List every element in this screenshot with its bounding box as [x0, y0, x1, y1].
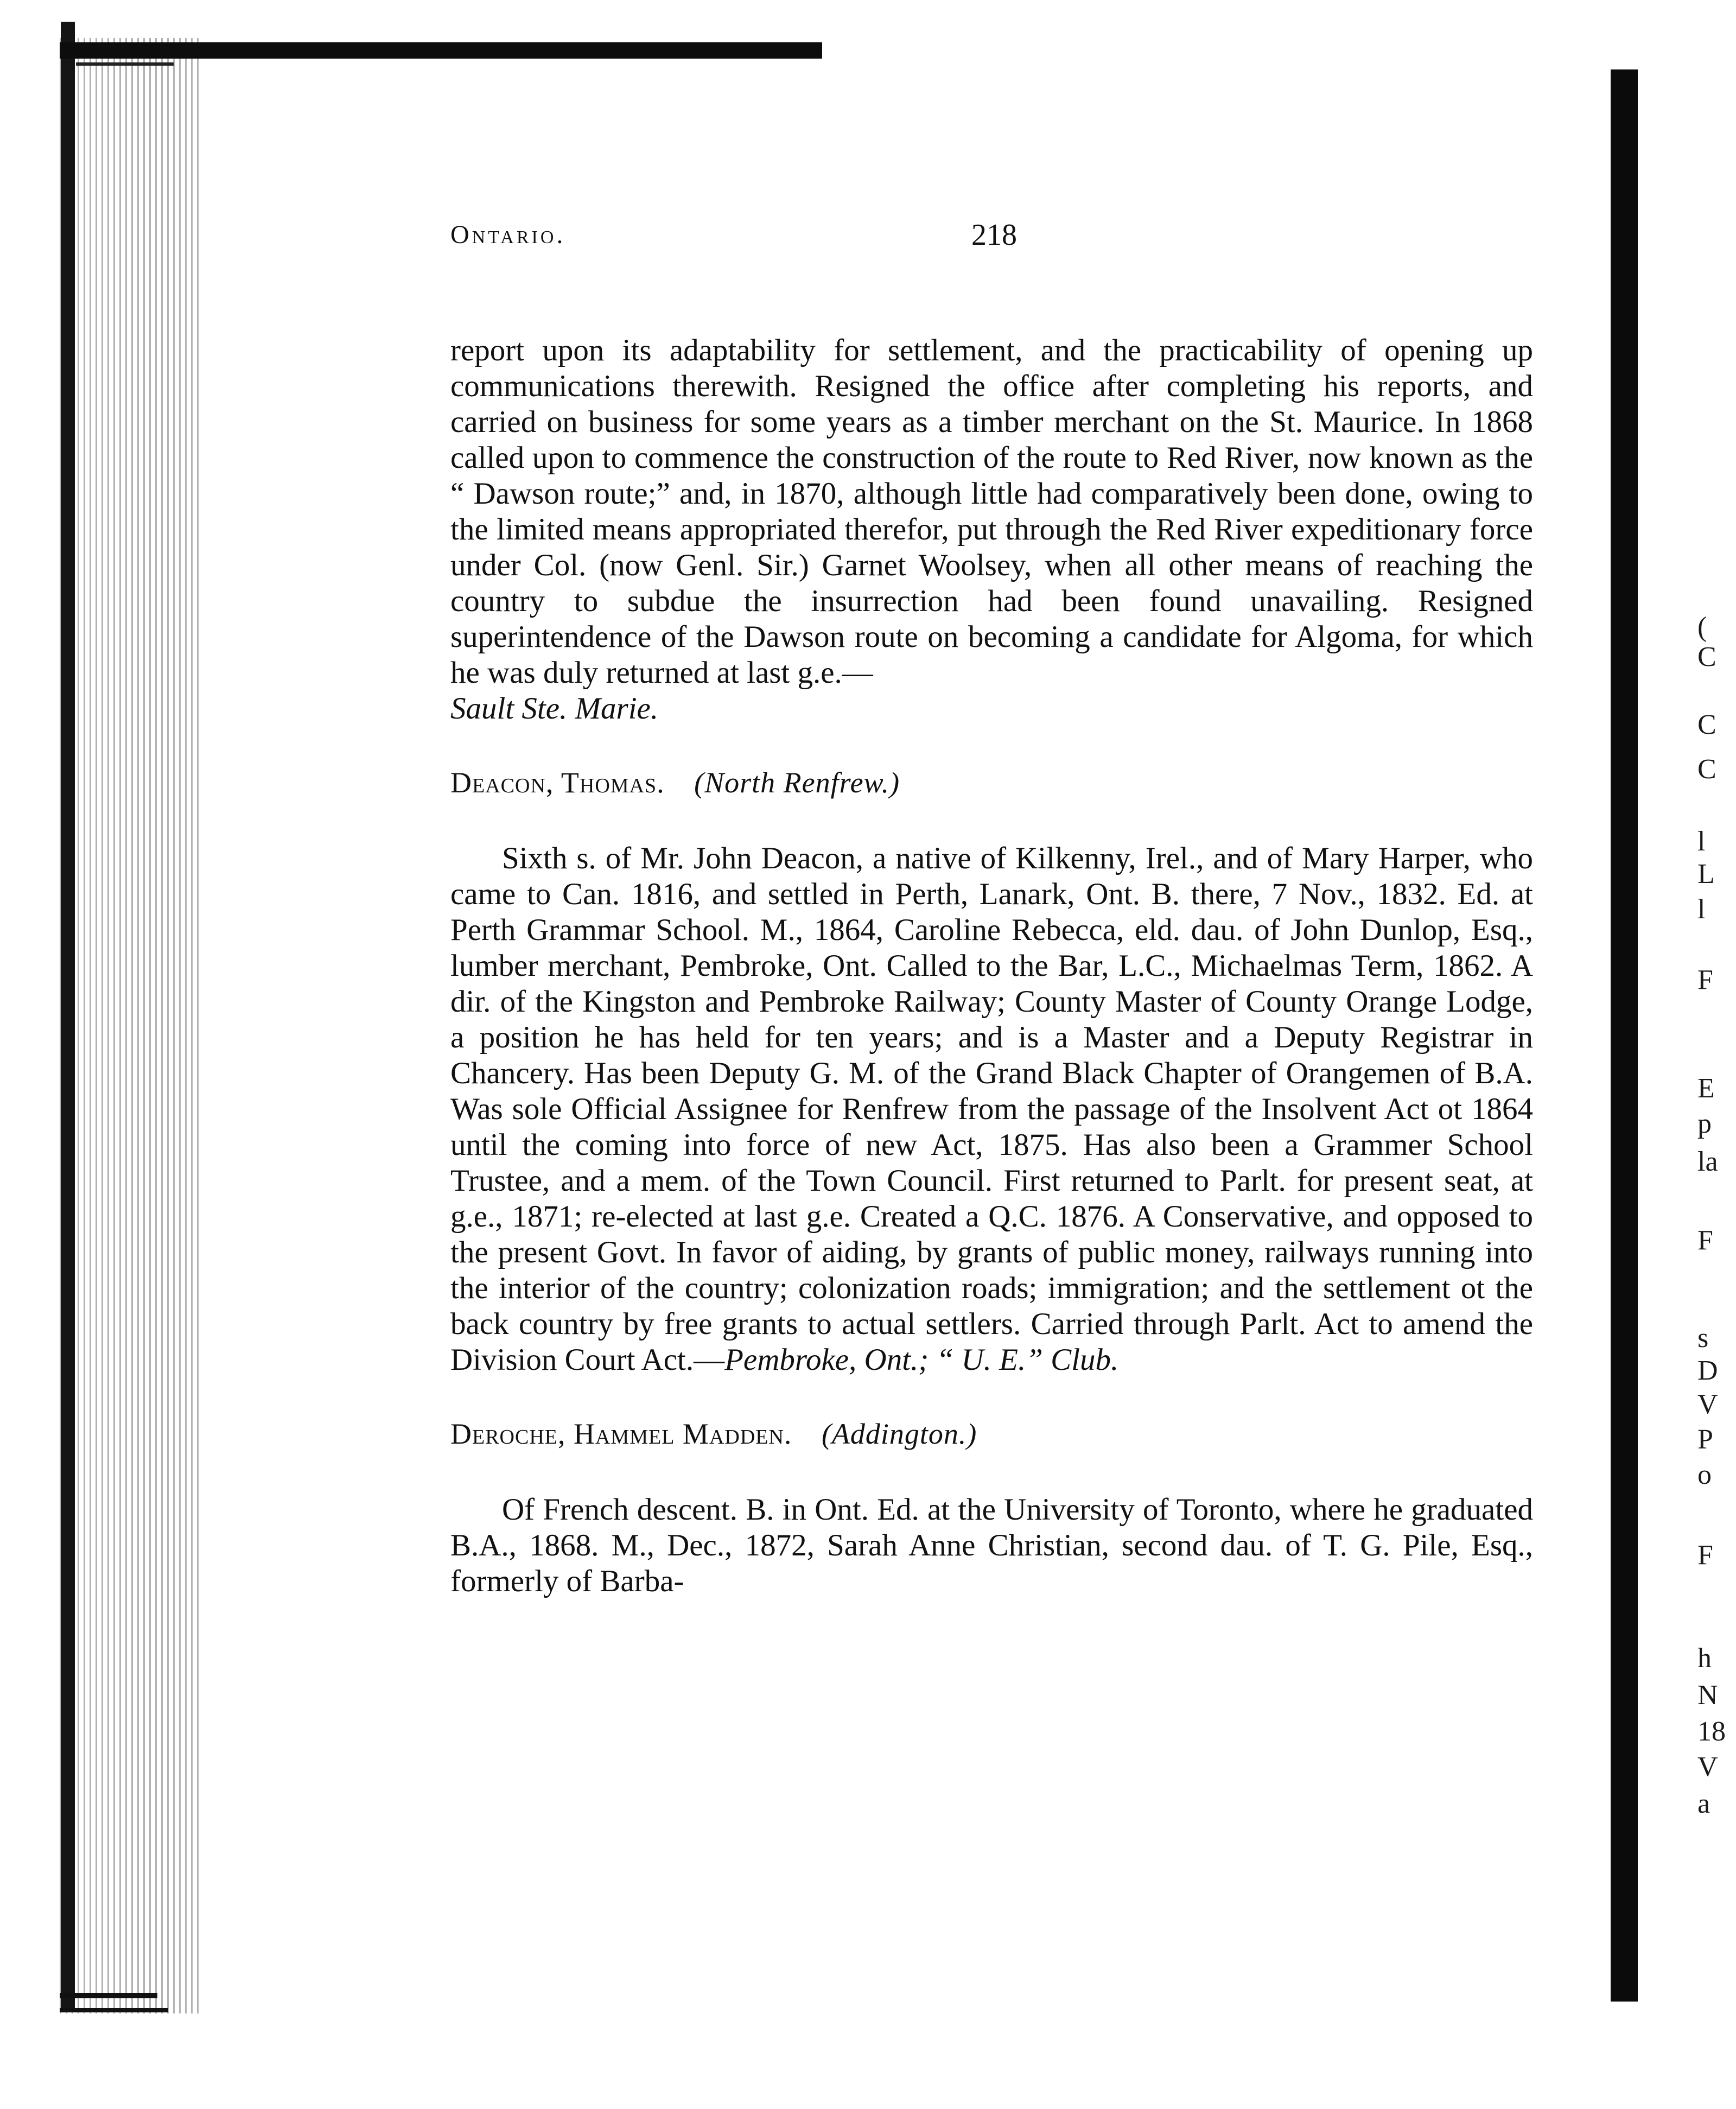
binding-edge-line	[61, 22, 75, 2008]
fragment: o	[1697, 1459, 1712, 1490]
fragment: (	[1697, 612, 1707, 643]
bottom-edge-line	[60, 1993, 157, 1998]
fragment: C	[1697, 709, 1716, 740]
right-page-edge-bar	[1611, 69, 1638, 2002]
running-head	[450, 214, 1533, 258]
entry-name: Deacon, Thomas.	[450, 766, 665, 799]
entry-name: Deroche, Hammel Madden.	[450, 1418, 792, 1450]
top-edge-line	[76, 62, 174, 66]
book-page	[450, 214, 1533, 1599]
fragment: 18	[1697, 1716, 1726, 1747]
fragment: l	[1697, 826, 1706, 857]
continued-entry-text: report upon its adaptability for settlement, and the practicability of opening up communications therewith. Resigned the office after completing his reports, and carried on business for some years as a timber merchant on the St. Maurice. In 1868 called upon to commence the construction of the route to Red River, now known as the “ Dawson route;” and, in 1870, although little had comparatively been done, owing to the limited means appropriated therefor, put through the Red River expeditionary force under Col. (now Genl. Sir.) Garnet Woolsey, when all other means of reaching the country to subdue the insurrection had been found unavailing. Resigned superintendence of the Dawson route on becoming a candidate for Algoma, for which he was duly returned at last g.e.—	[450, 333, 1533, 690]
entry-body-deroche	[450, 1492, 1533, 1599]
fragment: F	[1697, 1540, 1713, 1571]
fragment: F	[1697, 964, 1713, 995]
continued-entry-residence: Sault Ste. Marie.	[450, 691, 659, 726]
entry-text: Sixth s. of Mr. John Deacon, a native of Kilkenny, Irel., and of Mary Harper, who came to Can. 1816, and settled in Perth, Lanark, Ont. B. there, 7 Nov., 1832. Ed. at Perth Grammar School. M., 1864, Caroline Rebecca, eld. dau. of John Dunlop, Esq., lumber merchant, Pembroke, Ont. Called to the Bar, L.C., Michaelmas Term, 1862. A dir. of the Kingston and Pembroke Railway; County Master of County Orange Lodge, a position he has held for ten years; and is a Master and a Deputy Registrar in Chancery. Has been Deputy G. M. of the Grand Black Chapter of Orangemen of B.A. Was sole Official Assignee for Renfrew from the passage of the Insolvent Act ot 1864 until the coming into force of new Act, 1875. Has also been a Grammer School Trustee, and a mem. of the Town Council. First returned to Parlt. for present seat, at g.e., 1871; re-elected at last g.e. Created a Q.C. 1876. A Conservative, and opposed to the present Govt. In favor of aiding, by grants of public money, railways running into the interior of the country; colonization roads; immigration; and the settlement ot the back country by free grants to actual settlers. Carried through Parlt. Act to amend the Division Court Act.—	[450, 841, 1533, 1377]
fragment: C	[1697, 641, 1716, 672]
binding-edge-shadow	[60, 38, 201, 2013]
bottom-edge-line-2	[60, 2008, 168, 2012]
fragment: V	[1697, 1389, 1718, 1420]
fragment: l	[1697, 894, 1706, 925]
continued-entry	[450, 333, 1533, 727]
fragment: s	[1697, 1323, 1709, 1354]
entry-constituency: (North Renfrew.)	[694, 766, 900, 799]
running-title: Ontario.	[450, 220, 566, 249]
fragment: E	[1697, 1073, 1715, 1104]
fragment: L	[1697, 859, 1715, 890]
entry-text: Of French descent. B. in Ont. Ed. at the University of Toronto, where he graduated B.A., 1868. M., Dec., 1872, Sarah Anne Christian, second dau. of T. G. Pile, Esq., formerly of Barba-	[450, 1492, 1533, 1598]
fragment: a	[1697, 1788, 1710, 1819]
fragment: C	[1697, 754, 1716, 785]
entry-body-deacon	[450, 841, 1533, 1378]
fragment: la	[1697, 1146, 1718, 1177]
fragment: p	[1697, 1108, 1712, 1139]
page-number: 218	[971, 218, 1017, 252]
fragment: h	[1697, 1643, 1712, 1674]
entry-heading-deroche	[450, 1416, 1533, 1452]
entry-heading-deacon	[450, 765, 1533, 801]
fragment: P	[1697, 1424, 1713, 1455]
top-edge-bar	[60, 42, 822, 59]
fragment: V	[1697, 1751, 1718, 1782]
entry-constituency: (Addington.)	[821, 1418, 977, 1450]
fragment: D	[1697, 1355, 1718, 1386]
fragment: N	[1697, 1680, 1718, 1711]
fragment: F	[1697, 1225, 1713, 1256]
entry-residence: Pembroke, Ont.; “ U. E.” Club.	[724, 1343, 1119, 1377]
